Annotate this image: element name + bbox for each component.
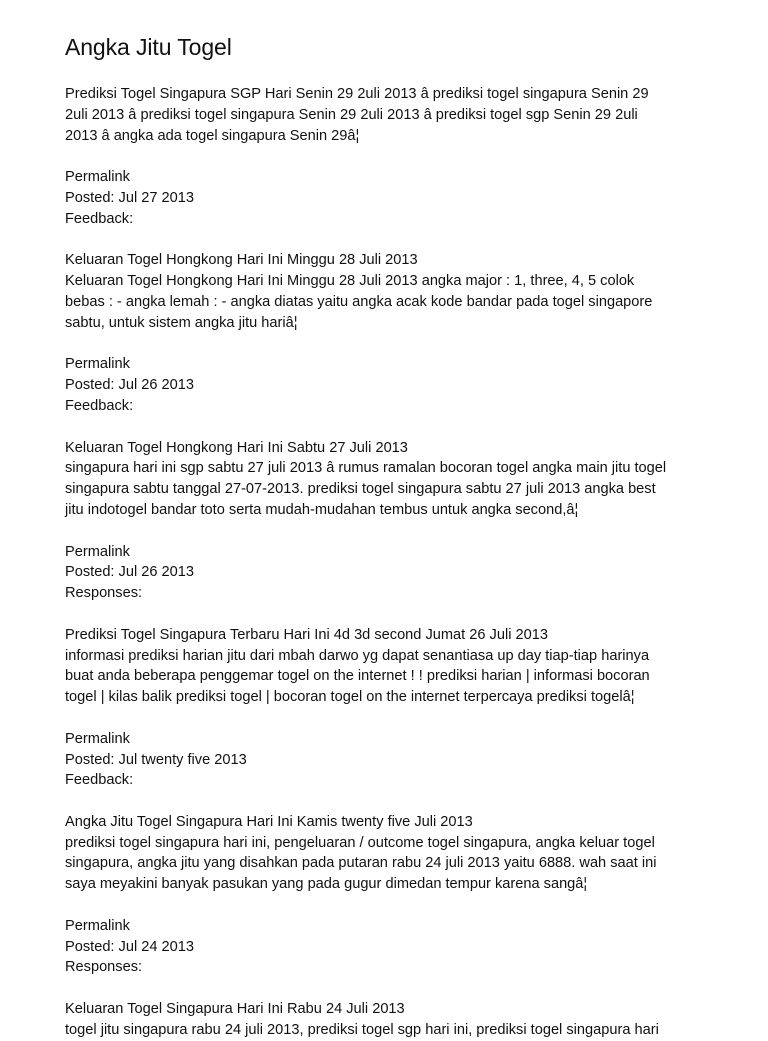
post-body <box>65 438 705 521</box>
post-entry <box>65 354 768 520</box>
post-body <box>65 250 705 333</box>
posted-date: Posted: Jul 24 2013 <box>65 938 195 955</box>
posted-date: Posted: Jul 26 2013 <box>65 564 195 581</box>
post-heading: Prediksi Togel Singapura Terbaru Hari Ini 4d 3d second Jumat 26 Juli 2013 <box>65 626 548 643</box>
posted-date: Posted: Jul twenty five 2013 <box>65 751 247 768</box>
permalink-link[interactable]: Permalink <box>65 730 130 747</box>
post-meta <box>65 542 705 604</box>
post-line: singapura hari ini sgp sabtu 27 juli 2013 â rumus ramalan bocoran togel angka main jitu togel <box>65 460 667 477</box>
post-entry <box>65 729 768 895</box>
post-line: buat anda beberapa penggemar togel on the internet ! ! prediksi harian | informasi bocoran <box>65 668 650 685</box>
post-line: informasi prediksi harian jitu dari mbah darwo yg dapat senantiasa up day tiap-tiap harinya <box>65 647 650 664</box>
posted-date: Posted: Jul 26 2013 <box>65 377 195 394</box>
post-entry <box>65 167 768 333</box>
reaction-label: Feedback: <box>65 772 134 789</box>
post-heading: Keluaran Togel Hongkong Hari Ini Minggu 28 Juli 2013 <box>65 252 418 269</box>
reaction-label: Feedback: <box>65 210 134 227</box>
posted-date: Posted: Jul 27 2013 <box>65 189 195 206</box>
post-line: saya meyakini banyak pasukan yang pada gugur dimedan tempur karena sangâ¦ <box>65 876 588 893</box>
post-line: togel | kilas balik prediksi togel | bocoran togel on the internet terpercaya prediksi togelâ¦ <box>65 689 635 706</box>
intro-paragraph <box>65 84 705 146</box>
reaction-label: Feedback: <box>65 397 134 414</box>
post-heading: Keluaran Togel Singapura Hari Ini Rabu 24 Juli 2013 <box>65 1001 405 1018</box>
page-title: Angka Jitu Togel <box>65 34 232 60</box>
post-body <box>65 625 705 708</box>
permalink-link[interactable]: Permalink <box>65 169 130 186</box>
post-line: sabtu, untuk sistem angka jitu hariâ¦ <box>65 314 298 331</box>
post-line: singapura sabtu tanggal 27-07-2013. prediksi togel singapura sabtu 27 juli 2013 angka best <box>65 481 656 498</box>
post-body <box>65 812 705 895</box>
intro-line: 2013 â angka ada togel singapura Senin 29â¦ <box>65 127 360 144</box>
permalink-link[interactable]: Permalink <box>65 543 130 560</box>
post-meta <box>65 729 705 791</box>
permalink-link[interactable]: Permalink <box>65 917 130 934</box>
post-entry <box>65 542 768 708</box>
intro-line: 2uli 2013 â prediksi togel singapura Senin 29 2uli 2013 â prediksi togel sgp Senin 29 2uli <box>65 106 638 123</box>
reaction-label: Responses: <box>65 959 143 976</box>
post-line: singapura, angka jitu yang disahkan pada putaran rabu 24 juli 2013 yaitu 6888. wah saat ini <box>65 855 657 872</box>
post-meta <box>65 916 705 978</box>
post-meta <box>65 167 705 229</box>
intro-line: Prediksi Togel Singapura SGP Hari Senin 29 2uli 2013 â prediksi togel singapura Senin 29 <box>65 86 649 102</box>
post-heading: Keluaran Togel Hongkong Hari Ini Sabtu 27 Juli 2013 <box>65 439 408 456</box>
post-line: prediksi togel singapura hari ini, pengeluaran / outcome togel singapura, angka keluar togel <box>65 834 655 851</box>
post-line: Keluaran Togel Hongkong Hari Ini Minggu 28 Juli 2013 angka major : 1, three, 4, 5 colok <box>65 273 635 290</box>
post-line: jitu indotogel bandar toto serta mudah-mudahan tembus untuk angka second,â¦ <box>65 501 579 518</box>
post-meta <box>65 354 705 416</box>
post-heading: Angka Jitu Togel Singapura Hari Ini Kamis twenty five Juli 2013 <box>65 813 473 830</box>
post-entry <box>65 916 768 1041</box>
post-body <box>65 999 705 1041</box>
permalink-link[interactable]: Permalink <box>65 356 130 373</box>
post-line: bebas : - angka lemah : - angka diatas yaitu angka acak kode bandar pada togel singapore <box>65 293 653 310</box>
post-line: togel jitu singapura rabu 24 juli 2013, prediksi togel sgp hari ini, prediksi togel singapura hari <box>65 1021 659 1038</box>
reaction-label: Responses: <box>65 585 143 602</box>
